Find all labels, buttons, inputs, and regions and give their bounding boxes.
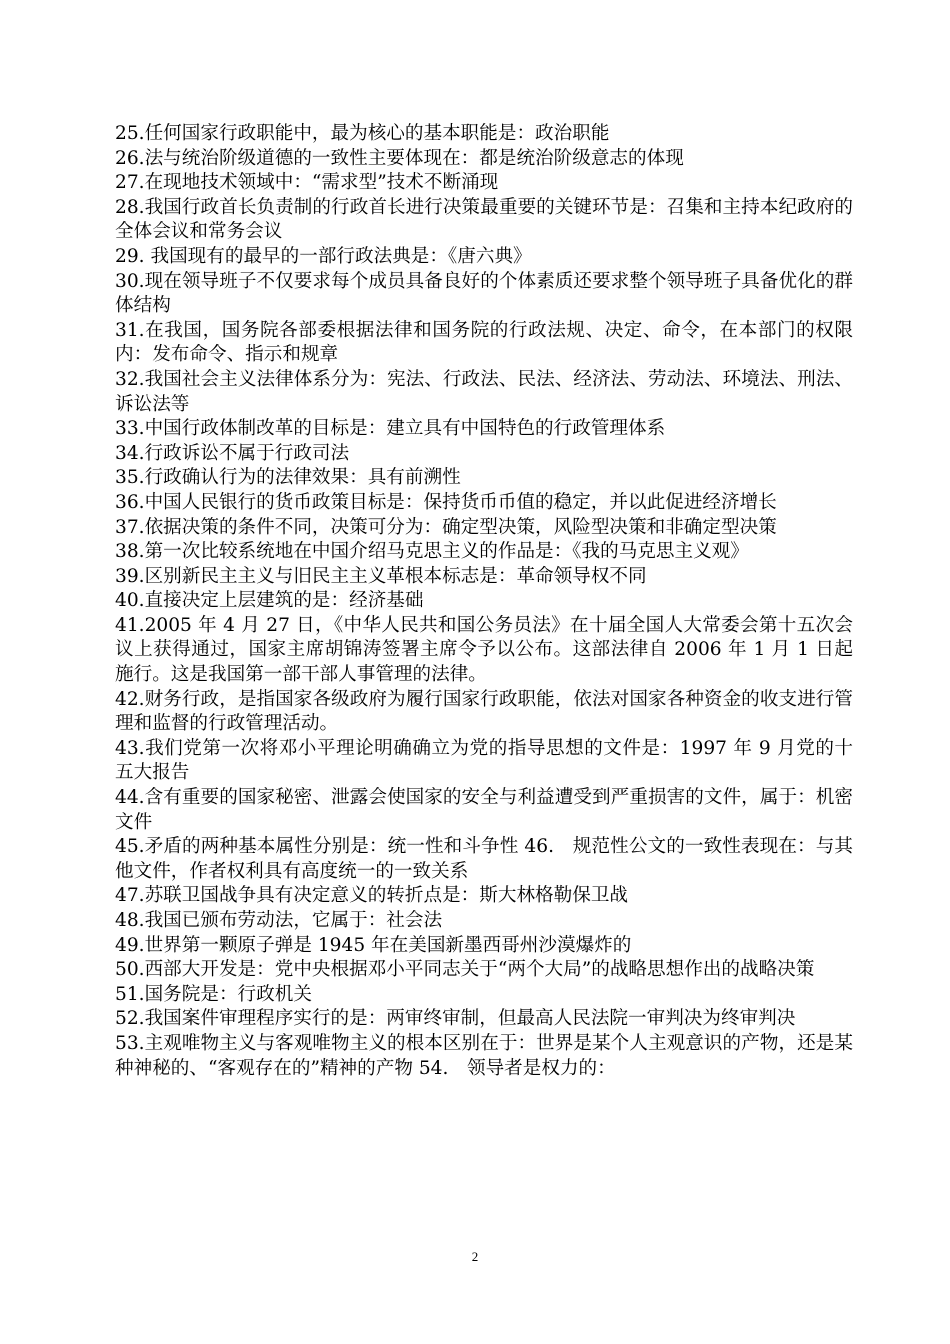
paragraph-35: 35.行政确认行为的法律效果：具有前溯性	[115, 467, 461, 489]
paragraph-36: 36.中国人民银行的货币政策目标是：保持货币币值的稳定，并以此促进经济增长	[115, 491, 777, 513]
page-number: 2	[471, 1249, 479, 1264]
paragraph-28: 28.我国行政首长负责制的行政首长进行决策最重要的关键环节是：召集和主持本纪政府的全体会议和常务会议	[115, 196, 853, 243]
paragraph-26: 26.法与统治阶级道德的一致性主要体现在：都是统治阶级意志的体现	[115, 147, 684, 169]
paragraph-30: 30.现在领导班子不仅要求每个成员具备良好的个体素质还要求整个领导班子具备优化的群体结构	[115, 270, 853, 317]
paragraph-52: 52.我国案件审理程序实行的是：两审终审制，但最高人民法院一审判决为终审判决	[115, 1008, 796, 1030]
paragraph-49: 49.世界第一颗原子弹是 1945 年在美国新墨西哥州沙漠爆炸的	[115, 934, 632, 956]
paragraph-44: 44.含有重要的国家秘密、泄露会使国家的安全与利益遭受到严重损害的文件，属于：机密文件	[115, 787, 853, 833]
paragraph-41: 41.2005 年 4 月 27 日，《中华人民共和国公务员法》在十届全国人大常委会第十五次会议上获得通过，国家主席胡锦涛签署主席令予以公布。这部法律自 2006 年 1 月 1 日起施行。这是我国第一部干部人事管理的法律。	[115, 614, 853, 686]
paragraph-43: 43.我们党第一次将邓小平理论明确确立为党的指导思想的文件是：1997 年 9 月党的十五大报告	[115, 737, 853, 784]
paragraph-40: 40.直接决定上层建筑的是：经济基础	[115, 590, 424, 612]
paragraph-34: 34.行政诉讼不属于行政司法	[115, 442, 350, 464]
paragraph-45-46: 45.矛盾的两种基本属性分别是：统一性和斗争性 46. 规范性公文的一致性表现在：与其他文件，作者权利具有高度统一的一致关系	[115, 836, 853, 882]
paragraph-25: 25.任何国家行政职能中，最为核心的基本职能是：政治职能	[115, 123, 610, 144]
paragraph-53-54: 53.主观唯物主义与客观唯物主义的根本区别在于：世界是某个人主观意识的产物，还是某种神秘的、“客观存在的”精神的产物 54. 领导者是权力的：	[115, 1032, 853, 1079]
paragraph-37: 37.依据决策的条件不同，决策可分为：确定型决策，风险型决策和非确定型决策	[115, 516, 777, 538]
paragraph-50: 50.西部大开发是：党中央根据邓小平同志关于“两个大局”的战略思想作出的战略决策	[115, 959, 815, 981]
paragraph-42: 42.财务行政，是指国家各级政府为履行国家行政职能，依法对国家各种资金的收支进行管理和监督的行政管理活动。	[115, 688, 853, 735]
paragraph-51: 51.国务院是：行政机关	[115, 983, 312, 1005]
paragraph-48: 48.我国已颁布劳动法，它属于：社会法	[115, 910, 443, 931]
paragraph-47: 47.苏联卫国战争具有决定意义的转折点是：斯大林格勒保卫战	[115, 885, 629, 907]
paragraph-32: 32.我国社会主义法律体系分为：宪法、行政法、民法、经济法、劳动法、环境法、刑法、诉讼法等	[115, 368, 853, 415]
document-body	[115, 122, 853, 1081]
paragraph-39: 39.区别新民主主义与旧民主主义革根本标志是：革命领导权不同	[115, 565, 647, 587]
paragraph-38: 38.第一次比较系统地在中国介绍马克思主义的作品是：《我的马克思主义观》	[115, 541, 749, 563]
paragraph-33: 33.中国行政体制改革的目标是：建立具有中国特色的行政管理体系	[115, 418, 666, 440]
paragraph-27: 27.在现地技术领域中：“需求型”技术不断涌现	[115, 172, 499, 194]
paragraph-31: 31.在我国，国务院各部委根据法律和国务院的行政法规、决定、命令，在本部门的权限内：发布命令、指示和规章	[115, 319, 853, 366]
paragraph-29: 29. 我国现有的最早的一部行政法典是：《唐六典》	[115, 245, 532, 267]
